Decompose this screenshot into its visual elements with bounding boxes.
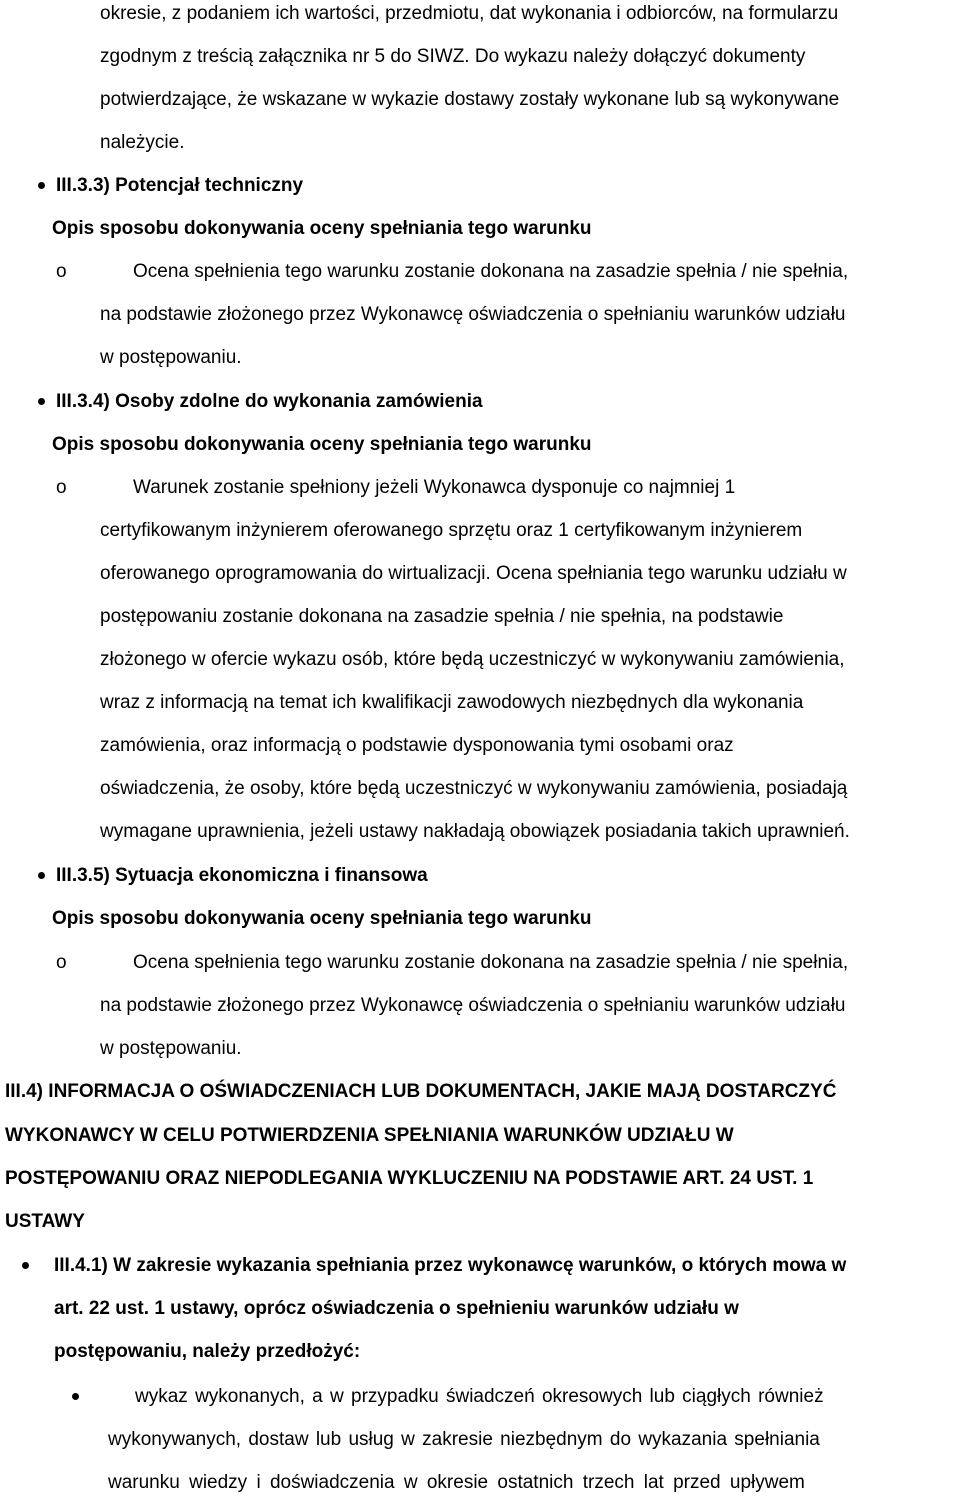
paragraph-line: Ocena spełnienia tego warunku zostanie dokonana na zasadzie spełnia / nie spełnia, bbox=[133, 952, 849, 973]
paragraph-line: postępowaniu zostanie dokonana na zasadzie spełnia / nie spełnia, na podstawie bbox=[100, 606, 784, 627]
circle-bullet-icon: o bbox=[56, 952, 67, 973]
paragraph-line: złożonego w ofercie wykazu osób, które będą uczestniczyć w wykonywaniu zamówienia, bbox=[100, 649, 845, 670]
section-heading-iii4: III.4) INFORMACJA O OŚWIADCZENIACH LUB DOKUMENTACH, JAKIE MAJĄ DOSTARCZYĆ bbox=[5, 1081, 837, 1102]
paragraph-line: w postępowaniu. bbox=[100, 347, 242, 368]
paragraph-line: certyfikowanym inżynierem oferowanego sprzętu oraz 1 certyfikowanym inżynierem bbox=[100, 520, 803, 541]
paragraph-line: zamówienia, oraz informacją o podstawie dysponowania tymi osobami oraz bbox=[100, 735, 734, 756]
section-heading-iii41: postępowaniu, należy przedłożyć: bbox=[54, 1341, 361, 1362]
bullet-icon bbox=[22, 1262, 29, 1269]
section-heading-iii4: POSTĘPOWANIU ORAZ NIEPODLEGANIA WYKLUCZENIU NA PODSTAWIE ART. 24 UST. 1 bbox=[5, 1168, 814, 1189]
paragraph-line: oświadczenia, że osoby, które będą uczestniczyć w wykonywaniu zamówienia, posiadają bbox=[100, 778, 848, 799]
section-subheading: Opis sposobu dokonywania oceny spełniania tego warunku bbox=[52, 908, 592, 929]
circle-bullet-icon: o bbox=[56, 261, 67, 282]
intro-line-4: należycie. bbox=[100, 132, 185, 153]
paragraph-line: Warunek zostanie spełniony jeżeli Wykonawca dysponuje co najmniej 1 bbox=[133, 477, 736, 498]
list-item-line: wykaz wykonanych, a w przypadku świadczeń okresowych lub ciągłych również bbox=[135, 1386, 824, 1407]
paragraph-line: wymagane uprawnienia, jeżeli ustawy nakładają obowiązek posiadania takich uprawnień. bbox=[100, 821, 850, 842]
intro-line-2: zgodnym z treścią załącznika nr 5 do SIWZ. Do wykazu należy dołączyć dokumenty bbox=[100, 46, 806, 67]
list-item-line: warunku wiedzy i doświadczenia w okresie ostatnich trzech lat przed upływem bbox=[108, 1472, 805, 1493]
section-heading-iii4: USTAWY bbox=[5, 1211, 85, 1232]
section-heading-potencjal: III.3.3) Potencjał techniczny bbox=[56, 175, 304, 196]
section-heading-osoby: III.3.4) Osoby zdolne do wykonania zamówienia bbox=[56, 391, 483, 412]
intro-line-3: potwierdzające, że wskazane w wykazie dostawy zostały wykonane lub są wykonywane bbox=[100, 89, 840, 110]
paragraph-line: oferowanego oprogramowania do wirtualizacji. Ocena spełniania tego warunku udziału w bbox=[100, 563, 847, 584]
paragraph-line: w postępowaniu. bbox=[100, 1038, 242, 1059]
section-heading-sytuacja: III.3.5) Sytuacja ekonomiczna i finansowa bbox=[56, 865, 428, 886]
bullet-icon bbox=[38, 872, 45, 879]
circle-bullet-icon: o bbox=[56, 477, 67, 498]
paragraph-line: na podstawie złożonego przez Wykonawcę oświadczenia o spełnianiu warunków udziału bbox=[100, 995, 846, 1016]
section-subheading: Opis sposobu dokonywania oceny spełniania tego warunku bbox=[52, 434, 592, 455]
section-heading-iii4: WYKONAWCY W CELU POTWIERDZENIA SPEŁNIANIA WARUNKÓW UDZIAŁU W bbox=[5, 1125, 734, 1146]
section-heading-iii41: III.4.1) W zakresie wykazania spełniania przez wykonawcę warunków, o których mowa w bbox=[54, 1255, 847, 1276]
paragraph-line: wraz z informacją na temat ich kwalifikacji zawodowych niezbędnych dla wykonania bbox=[100, 692, 804, 713]
intro-line-1: okresie, z podaniem ich wartości, przedmiotu, dat wykonania i odbiorców, na formularzu bbox=[100, 3, 839, 24]
section-heading-iii41: art. 22 ust. 1 ustawy, oprócz oświadczenia o spełnieniu warunków udziału w bbox=[54, 1298, 739, 1319]
paragraph-line: na podstawie złożonego przez Wykonawcę oświadczenia o spełnianiu warunków udziału bbox=[100, 304, 846, 325]
bullet-icon bbox=[38, 182, 45, 189]
bullet-icon bbox=[38, 398, 45, 405]
bullet-icon bbox=[72, 1393, 79, 1400]
section-subheading: Opis sposobu dokonywania oceny spełniania tego warunku bbox=[52, 218, 592, 239]
list-item-line: wykonywanych, dostaw lub usług w zakresie niezbędnym do wykazania spełniania bbox=[108, 1429, 820, 1450]
paragraph-line: Ocena spełnienia tego warunku zostanie dokonana na zasadzie spełnia / nie spełnia, bbox=[133, 261, 849, 282]
